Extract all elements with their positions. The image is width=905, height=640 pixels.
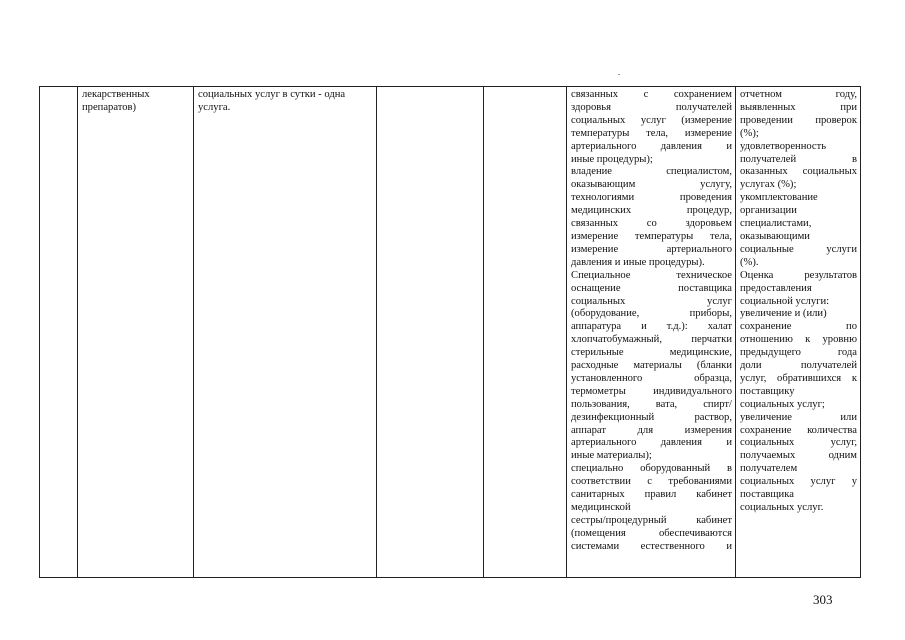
text-line: социальных услуг у	[740, 476, 857, 488]
text-line: температуры тела, измерение	[571, 127, 732, 139]
text-line: доли получателей	[740, 360, 857, 372]
text-line: стерильные медицинские,	[571, 347, 732, 359]
text-line: иные материалы);	[571, 450, 652, 462]
text-line: медицинской	[571, 502, 631, 513]
text-line: получателей в	[740, 153, 857, 165]
text-line: социальных услуг.	[740, 502, 824, 513]
text-line: технологиями проведения	[571, 192, 732, 204]
text-line: услуг, обратившихся к	[740, 372, 857, 384]
scan-speck	[618, 74, 620, 75]
text-line: (%);	[740, 127, 759, 139]
cell-conditions	[567, 87, 736, 578]
table-row	[40, 87, 861, 578]
text-line: отношению к уровню	[740, 334, 857, 346]
text-line: артериального давления и	[571, 140, 732, 152]
page-number: 303	[813, 592, 833, 607]
text-line: артериального давления и	[571, 437, 732, 449]
text-line: сохранение по	[740, 321, 857, 333]
text-line: услугах (%);	[740, 179, 797, 191]
text-line: расходные материалы (бланки	[571, 360, 732, 372]
text-line: (%).	[740, 256, 759, 268]
text-line: системами естественного и	[571, 540, 732, 552]
cell-service-name	[78, 87, 194, 578]
text-line: термометры индивидуального	[571, 385, 732, 397]
text-line: социальной услуги:	[740, 295, 830, 307]
text-line: организации	[740, 205, 797, 217]
text-line: проведении проверок	[740, 114, 857, 126]
cell-indicators	[736, 87, 861, 578]
text-line: социальных услуг,	[740, 437, 857, 449]
text-line: сестры/процедурный кабинет	[571, 514, 732, 526]
text-line: санитарных правил кабинет	[571, 489, 732, 501]
text-line: социальных услуг (измерение	[571, 114, 732, 126]
text-line: получаемых одним	[740, 450, 857, 462]
document-table	[39, 86, 861, 578]
text-line: специалистами,	[740, 218, 812, 230]
text-line: поставщика	[740, 489, 794, 501]
text-line: оснащение поставщика	[571, 282, 732, 294]
text-line: отчетном году,	[740, 89, 857, 100]
text-line: связанных с сохранением	[571, 89, 732, 100]
text-line: социальных услуг в сутки - одна	[198, 89, 346, 100]
text-line: получателем	[740, 463, 798, 475]
text-line: социальных услуг;	[740, 398, 825, 410]
text-line: давления и иные процедуры).	[571, 256, 705, 268]
text-line: специально оборудованный в	[571, 463, 732, 475]
text-line: (оборудование, приборы,	[571, 308, 732, 320]
cell-empty-1	[377, 87, 484, 578]
text-line: сохранение количества	[740, 424, 857, 436]
text-line: хлопчатобумажный, перчатки	[571, 334, 732, 346]
text-line: Специальное техническое	[571, 269, 732, 281]
text-line: предыдущего года	[740, 347, 857, 359]
text-line: соответствии с требованиями	[571, 476, 732, 488]
text-line: установленного образца,	[571, 372, 732, 384]
text-line: препаратов)	[82, 101, 137, 113]
text-line: иные процедуры);	[571, 153, 653, 165]
text-line: Оценка результатов	[740, 269, 857, 281]
text-line: владение специалистом,	[571, 166, 732, 178]
text-line: удовлетворенность	[740, 140, 827, 152]
text-line: укомплектование	[740, 192, 818, 204]
text-line: поставщику	[740, 385, 795, 397]
text-line: оказывающими	[740, 230, 810, 242]
text-line: увеличение и (или)	[740, 308, 827, 320]
text-line: (помещения обеспечиваются	[571, 527, 732, 539]
text-line: медицинских процедур,	[571, 205, 732, 217]
text-line: аппарат для измерения	[571, 424, 732, 436]
text-line: здоровья получателей	[571, 101, 732, 113]
cell-empty-2	[484, 87, 567, 578]
text-line: услуга.	[198, 101, 231, 113]
cell-service-volume	[194, 87, 377, 578]
text-line: измерение температуры тела,	[571, 230, 732, 242]
text-line: оказанных социальных	[740, 166, 857, 178]
text-line: оказывающим услугу,	[571, 179, 732, 191]
text-line: увеличение или	[740, 411, 857, 423]
text-line: социальных услуг	[571, 295, 732, 307]
text-line: связанных со здоровьем	[571, 218, 732, 230]
text-line: пользования, вата, спирт/	[571, 398, 732, 410]
text-line: выявленных при	[740, 101, 857, 113]
text-line: аппаратура и т.д.): халат	[571, 321, 732, 333]
text-line: социальные услуги	[740, 243, 857, 255]
text-line: дезинфекционный раствор,	[571, 411, 732, 423]
cell-number	[40, 87, 78, 578]
text-line: предоставления	[740, 282, 812, 294]
text-line: измерение артериального	[571, 243, 732, 255]
text-line: лекарственных	[82, 89, 150, 100]
